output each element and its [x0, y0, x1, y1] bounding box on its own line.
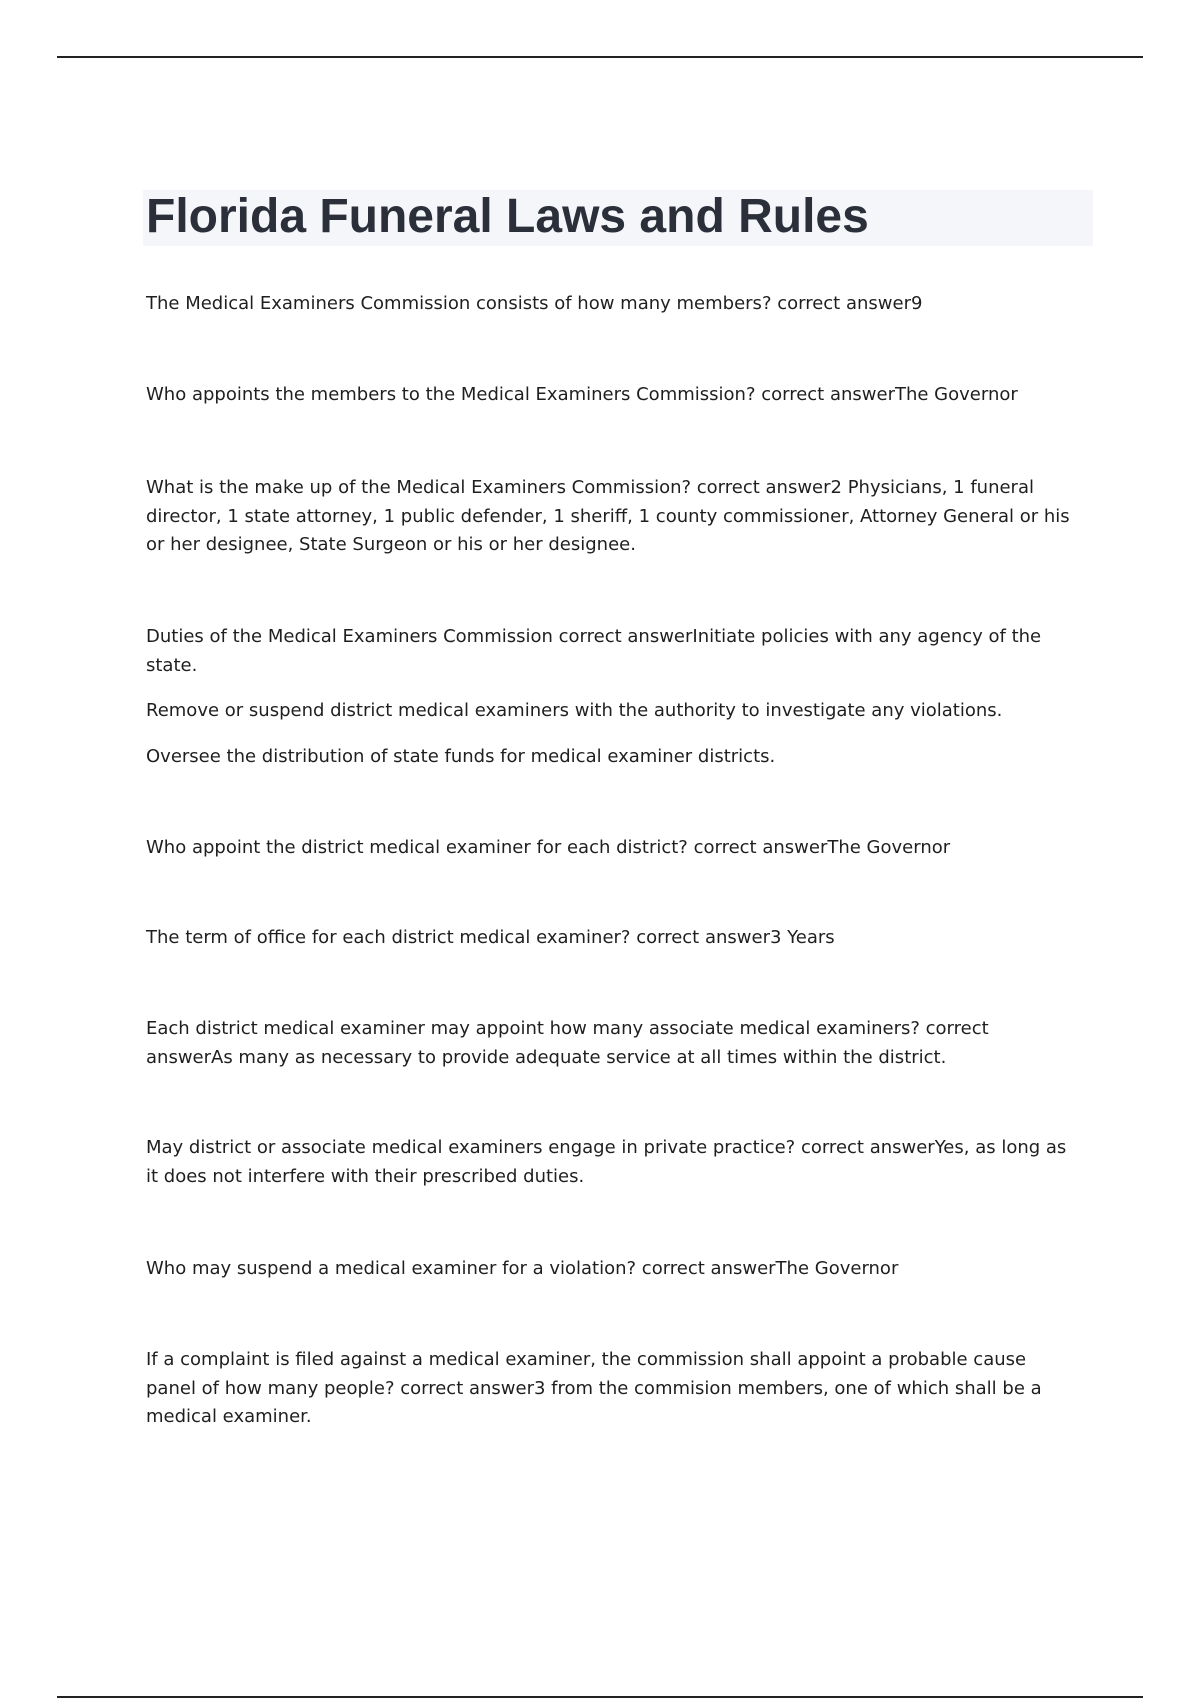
qa-item: Who appoint the district medical examiner for each district? correct answerThe Governor — [146, 837, 951, 858]
bottom-divider — [57, 1696, 1143, 1698]
qa-item: Each district medical examiner may appoint how many associate medical examiners? correct answerAs many as necessary to provide adequate service at all times within the district. — [146, 1018, 989, 1068]
qa-item: The Medical Examiners Commission consists of how many members? correct answer9 — [146, 293, 923, 314]
qa-item: Who may suspend a medical examiner for a violation? correct answerThe Governor — [146, 1258, 899, 1279]
qa-item: The term of office for each district medical examiner? correct answer3 Years — [146, 927, 835, 948]
qa-item: May district or associate medical examiners engage in private practice? correct answerYes, as long as it does not interfere with their prescribed duties. — [146, 1137, 1067, 1187]
qa-item: Duties of the Medical Examiners Commission correct answerInitiate policies with any agency of the state. — [146, 626, 1042, 676]
qa-item-continuation: Oversee the distribution of state funds for medical examiner districts. — [146, 746, 776, 767]
qa-item: What is the make up of the Medical Examiners Commission? correct answer2 Physicians, 1 funeral director, 1 state attorney, 1 public defender, 1 sheriff, 1 county commissioner, Attorney General or his or her designee, State Surgeon or his or her designee. — [146, 477, 1070, 555]
page-title: Florida Funeral Laws and Rules — [146, 190, 869, 243]
qa-item: If a complaint is filed against a medical examiner, the commission shall appoint a probable cause panel of how many people? correct answer3 from the commision members, one of which shall be a medical examiner. — [146, 1349, 1042, 1427]
top-divider — [57, 56, 1143, 58]
qa-item: Who appoints the members to the Medical Examiners Commission? correct answerThe Governor — [146, 384, 1018, 405]
qa-item-continuation: Remove or suspend district medical examiners with the authority to investigate any violations. — [146, 700, 1003, 721]
